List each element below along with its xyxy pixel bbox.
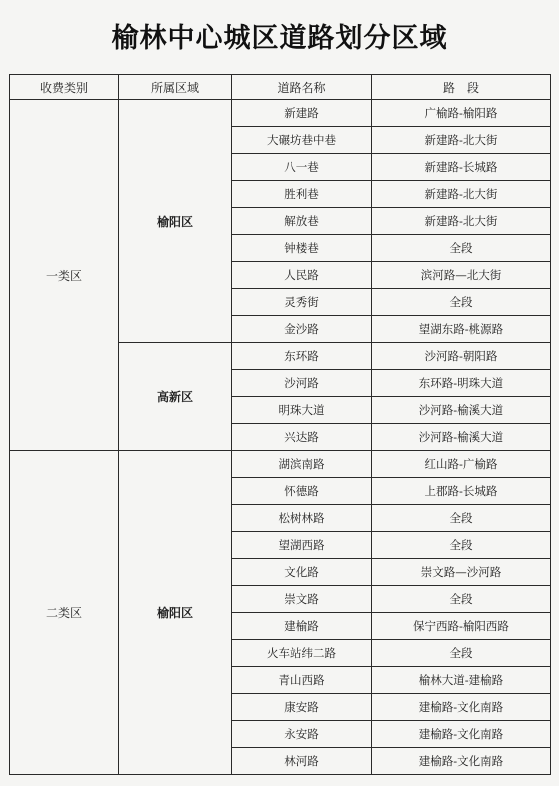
road-section-cell: 建榆路-文化南路 [372,748,551,775]
road-name-cell: 火车站纬二路 [232,640,372,667]
road-division-table [9,74,551,775]
road-name-cell: 怀德路 [232,478,372,505]
road-section-cell: 保宁西路-榆阳西路 [372,613,551,640]
road-section-cell: 望湖东路-桃源路 [372,316,551,343]
district-cell: 榆阳区 [119,100,232,343]
road-section-cell: 新建路-北大街 [372,181,551,208]
fee-category-cell: 一类区 [10,100,119,451]
road-section-cell: 建榆路-文化南路 [372,721,551,748]
road-name-cell: 东环路 [232,343,372,370]
road-name-cell: 解放巷 [232,208,372,235]
road-name-cell: 文化路 [232,559,372,586]
road-section-cell: 新建路-北大街 [372,208,551,235]
table-body [10,100,551,775]
road-section-cell: 沙河路-榆溪大道 [372,397,551,424]
road-name-cell: 建榆路 [232,613,372,640]
road-name-cell: 康安路 [232,694,372,721]
road-section-cell: 建榆路-文化南路 [372,694,551,721]
road-name-cell: 兴达路 [232,424,372,451]
road-name-cell: 湖滨南路 [232,451,372,478]
road-section-cell: 全段 [372,532,551,559]
road-name-cell: 明珠大道 [232,397,372,424]
road-name-cell: 永安路 [232,721,372,748]
road-name-cell: 林河路 [232,748,372,775]
road-name-cell: 望湖西路 [232,532,372,559]
road-section-cell: 崇文路—沙河路 [372,559,551,586]
road-section-cell: 新建路-长城路 [372,154,551,181]
table-header [10,75,551,100]
road-section-cell: 沙河路-榆溪大道 [372,424,551,451]
road-name-cell: 人民路 [232,262,372,289]
table-row [10,100,551,127]
header-row [10,75,551,100]
header-road-section: 路 段 [372,75,551,100]
road-section-cell: 新建路-北大街 [372,127,551,154]
road-name-cell: 金沙路 [232,316,372,343]
road-section-cell: 全段 [372,289,551,316]
road-section-cell: 全段 [372,235,551,262]
page-title: 榆林中心城区道路划分区域 [111,23,448,54]
road-name-cell: 大碾坊巷中巷 [232,127,372,154]
table-row [10,451,551,478]
road-name-cell: 灵秀街 [232,289,372,316]
road-section-cell: 全段 [372,640,551,667]
road-section-cell: 全段 [372,505,551,532]
road-name-cell: 新建路 [232,100,372,127]
road-name-cell: 八一巷 [232,154,372,181]
header-road-name: 道路名称 [232,75,372,100]
road-name-cell: 崇文路 [232,586,372,613]
road-section-cell: 沙河路-朝阳路 [372,343,551,370]
road-name-cell: 松树林路 [232,505,372,532]
header-district: 所属区域 [119,75,232,100]
road-section-cell: 榆林大道-建榆路 [372,667,551,694]
road-section-cell: 红山路-广榆路 [372,451,551,478]
road-section-cell: 上郡路-长城路 [372,478,551,505]
road-name-cell: 钟楼巷 [232,235,372,262]
road-section-cell: 全段 [372,586,551,613]
road-section-cell: 广榆路-榆阳路 [372,100,551,127]
fee-category-cell: 二类区 [10,451,119,775]
road-name-cell: 胜利巷 [232,181,372,208]
road-name-cell: 沙河路 [232,370,372,397]
district-cell: 高新区 [119,343,232,451]
district-cell: 榆阳区 [119,451,232,775]
road-name-cell: 青山西路 [232,667,372,694]
road-section-cell: 东环路-明珠大道 [372,370,551,397]
road-section-cell: 滨河路—北大街 [372,262,551,289]
header-fee-category: 收费类别 [10,75,119,100]
